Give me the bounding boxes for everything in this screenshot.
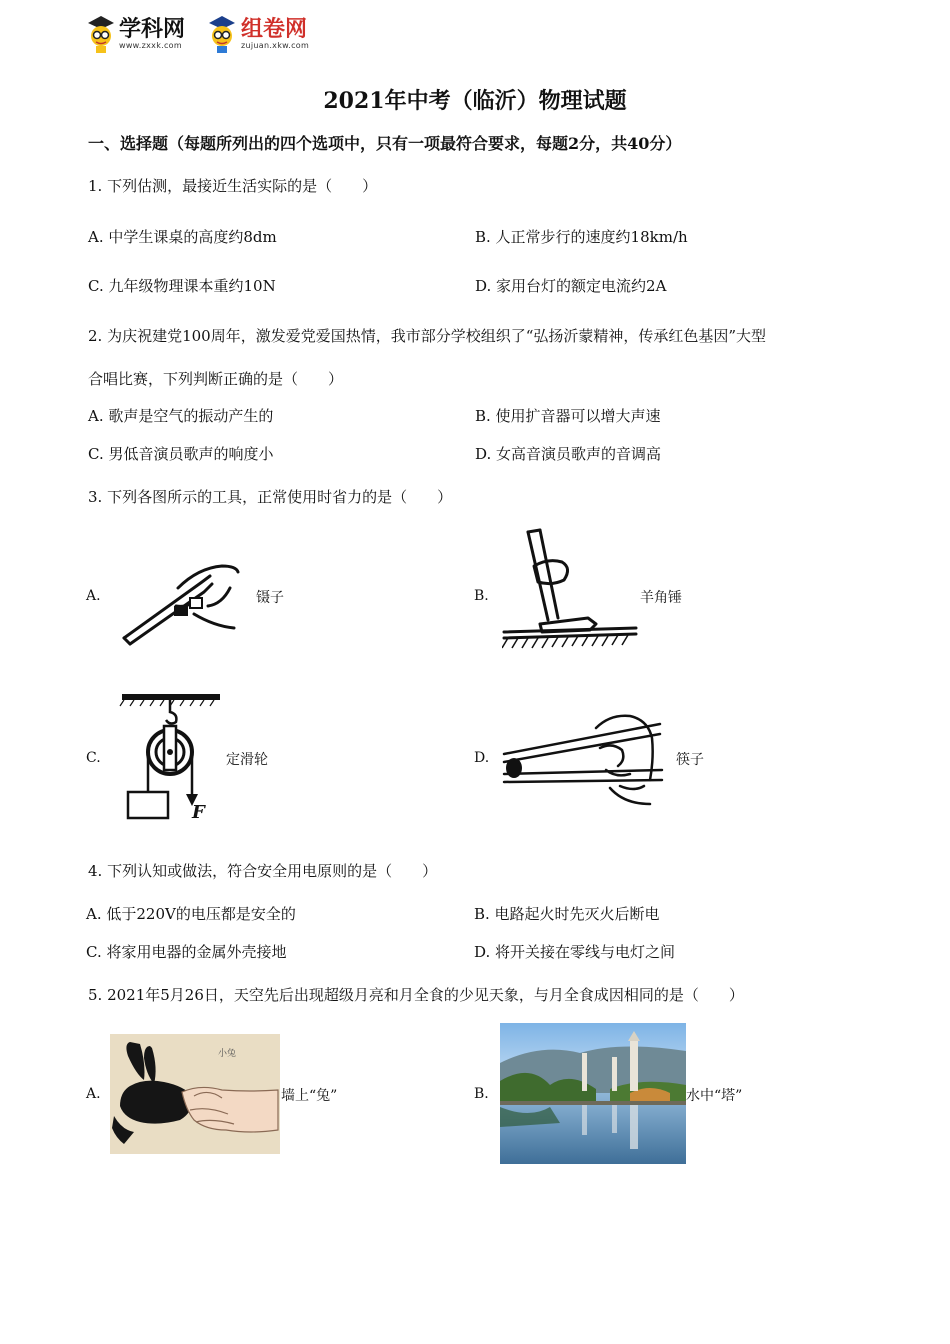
mascot-icon — [206, 14, 238, 54]
question-5-option-b-letter: B. — [474, 1086, 489, 1102]
question-2-option-b: B. 使用扩音器可以增大声速 — [475, 407, 661, 425]
question-1-stem: 1. 下列估测，最接近生活实际的是（ ） — [88, 177, 378, 195]
question-3-stem: 3. 下列各图所示的工具，正常使用时省力的是（ ） — [88, 488, 453, 506]
logo1-url: www.zxxk.com — [119, 40, 182, 50]
tweezers-icon — [118, 558, 242, 646]
page-title: 2021年中考（临沂）物理试题 — [323, 88, 627, 114]
question-2-stem-line1: 2. 为庆祝建党100周年，激发爱党爱国热情，我市部分学校组织了“弘扬沂蒙精神，传承红色基因”大型 — [88, 327, 767, 345]
question-1-option-d: D. 家用台灯的额定电流约2A — [475, 277, 667, 295]
shadow-rabbit-image — [110, 1034, 280, 1154]
question-3-option-d-letter: D. — [474, 750, 490, 766]
question-4-option-a: A. 低于220V的电压都是安全的 — [86, 905, 296, 923]
question-3-option-a-caption: 镊子 — [256, 590, 284, 606]
question-5-option-b-caption: 水中“塔” — [686, 1088, 743, 1104]
question-1-option-a: A. 中学生课桌的高度约8dm — [88, 228, 277, 246]
logo1-text: 学科网 — [119, 16, 186, 42]
pagoda-reflection-photo — [500, 1023, 686, 1164]
claw-hammer-icon — [502, 528, 638, 656]
question-1-option-c: C. 九年级物理课本重约10N — [88, 277, 276, 295]
question-4-option-d: D. 将开关接在零线与电灯之间 — [474, 943, 676, 961]
question-3-option-c-caption: 定滑轮 — [226, 752, 268, 768]
question-3-option-d-caption: 筷子 — [676, 752, 704, 768]
section-heading: 一、选择题（每题所列出的四个选项中，只有一项最符合要求，每题2分，共40分） — [88, 134, 682, 153]
mascot-icon — [86, 14, 116, 54]
question-2-option-d: D. 女高音演员歌声的音调高 — [475, 445, 662, 463]
question-2-option-c: C. 男低音演员歌声的响度小 — [88, 445, 274, 463]
question-3-option-c-letter: C. — [86, 750, 101, 766]
question-1-option-b: B. 人正常步行的速度约18km/h — [475, 228, 688, 246]
question-3-option-b-caption: 羊角锤 — [640, 590, 682, 606]
logo2-text: 组卷网 — [241, 16, 308, 42]
question-4-stem: 4. 下列认知或做法，符合安全用电原则的是（ ） — [88, 862, 438, 880]
fixed-pulley-icon — [118, 690, 228, 824]
question-2-option-a: A. 歌声是空气的振动产生的 — [88, 407, 274, 425]
question-2-stem-line2: 合唱比赛，下列判断正确的是（ ） — [88, 370, 344, 388]
question-4-option-b: B. 电路起火时先灭火后断电 — [474, 905, 660, 923]
question-5-option-a-caption: 墙上“兔” — [281, 1088, 338, 1104]
zxxk-logo — [86, 12, 185, 56]
question-3-option-a-letter: A. — [86, 588, 101, 604]
question-3-option-b-letter: B. — [474, 588, 489, 604]
chopsticks-icon — [500, 708, 666, 812]
question-5-stem: 5. 2021年5月26日，天空先后出现超级月亮和月全食的少见天象，与月全食成因相同的是（ ） — [88, 986, 744, 1004]
force-label: F — [192, 802, 205, 823]
question-5-option-a-letter: A. — [86, 1086, 101, 1102]
image-caption-text: 小兔 — [218, 1049, 237, 1059]
logo2-url: zujuan.xkw.com — [241, 40, 310, 50]
question-4-option-c: C. 将家用电器的金属外壳接地 — [86, 943, 287, 961]
zujuan-logo — [206, 12, 309, 56]
